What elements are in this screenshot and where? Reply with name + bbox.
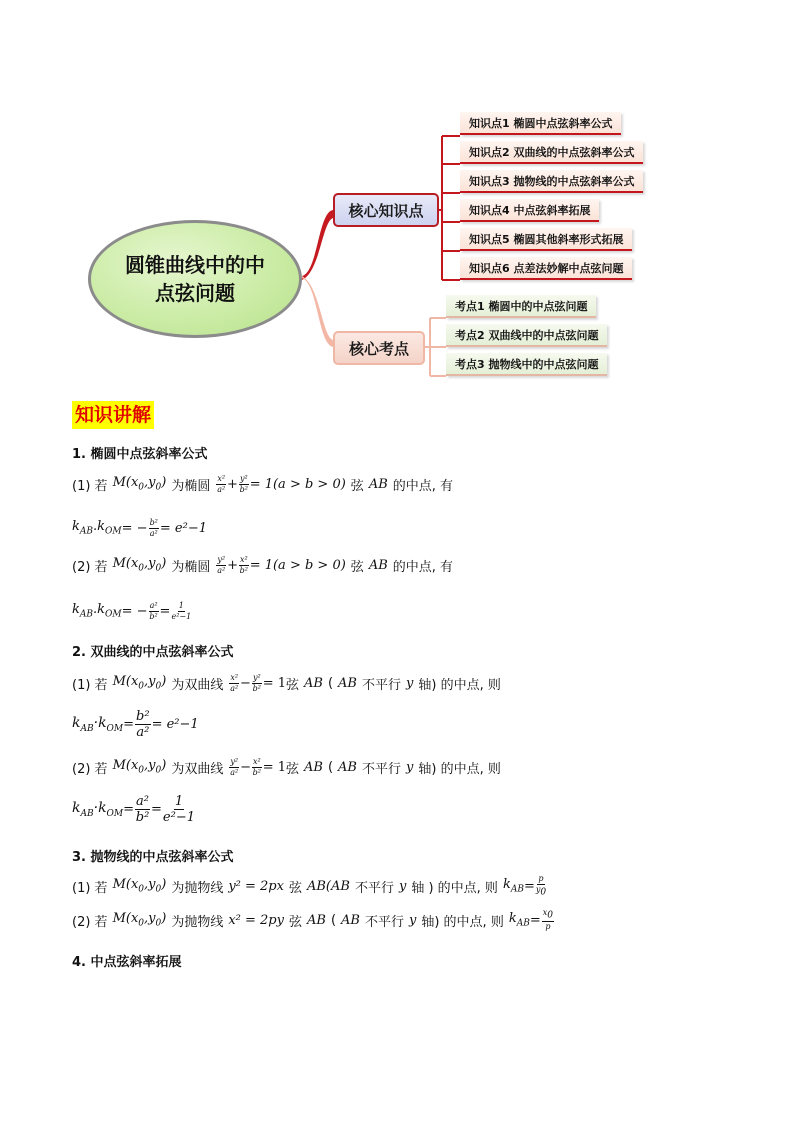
connector-knowledge-leaves	[439, 136, 460, 280]
connector-root-exam	[302, 276, 333, 347]
knowledge-item-1: 知识点1 椭圆中点弦斜率公式	[460, 112, 621, 135]
section-4-title: 4. 中点弦斜率拓展	[72, 955, 182, 970]
s2-item-1: (1) 若 $M(x_0,y_0)$ 为双曲线 $\frac{\text{x²}}{\text{a²}}$ − $\frac{\text{y²}}{\text{b²}}$ = 1 弦 AB ( AB 不平行 y 轴) 的中点, 则	[72, 672, 501, 693]
exam-item-2: 考点2 双曲线中的中点弦问题	[446, 324, 607, 347]
connector-exam-leaves	[425, 318, 446, 376]
section-3-title: 3. 抛物线的中点弦斜率公式	[72, 850, 234, 865]
fraction-b2-a2: $\frac{\text{b²}}{\text{a²}}$	[149, 517, 158, 538]
knowledge-item-3: 知识点3 抛物线的中点弦斜率公式	[460, 170, 643, 193]
section-1-title: 1. 椭圆中点弦斜率公式	[72, 447, 208, 462]
section-heading-knowledge: 知识讲解	[72, 401, 154, 429]
ellipse-condition: = 1(a > b > 0)	[249, 476, 346, 492]
point-M: $M(x_0,y_0)$	[112, 475, 167, 493]
branch-core-exam: 核心考点	[333, 331, 425, 365]
branch-core-knowledge: 核心知识点	[333, 193, 439, 227]
s3-item-1: (1) 若 $M(x_0,y_0)$ 为抛物线 y² = 2px 弦 AB(AB 不平行 y 轴 ) 的中点, 则 $k_{AB}$ = $\frac{p}{y_0}$	[72, 873, 547, 898]
exam-item-3: 考点3 抛物线中的中点弦问题	[446, 353, 607, 376]
connector-root-knowledge	[302, 210, 333, 280]
fraction-x2-a2: $\frac{\text{x²}}{\text{a²}}$	[217, 473, 226, 494]
knowledge-item-5: 知识点5 椭圆其他斜率形式拓展	[460, 228, 632, 251]
exam-item-1: 考点1 椭圆中的中点弦问题	[446, 295, 596, 318]
s1-item-1: (1) 若 $M(x_0,y_0)$ 为椭圆 $\frac{\text{x²}}{\text{a²}}$ + $\frac{\text{y²}}{\text{b²}}$ = 1(a > b > 0) 弦 AB 的中点, 有	[72, 473, 454, 494]
mindmap-root-text: 圆锥曲线中的中点弦问题	[125, 253, 265, 305]
s2-formula-1: $k_{AB}\cdot k_{OM}$ = $\frac{\text{b²}}{\text{a²}}$ = e²−1	[72, 708, 199, 740]
s2-item-2: (2) 若 $M(x_0,y_0)$ 为双曲线 $\frac{\text{y²}}{\text{a²}}$ − $\frac{\text{x²}}{\text{b²}}$ = 1 弦 AB ( AB 不平行 y 轴) 的中点, 则	[72, 756, 501, 777]
s1-item-2: (2) 若 $M(x_0,y_0)$ 为椭圆 $\frac{\text{y²}}{\text{a²}}$ + $\frac{\text{x²}}{\text{b²}}$ = 1(a > b > 0) 弦 AB 的中点, 有	[72, 554, 454, 575]
s1-p1-mid: 为椭圆	[171, 478, 211, 494]
fraction-y2-b2: $\frac{\text{y²}}{\text{b²}}$	[239, 473, 248, 494]
knowledge-item-2: 知识点2 双曲线的中点弦斜率公式	[460, 141, 643, 164]
knowledge-item-6: 知识点6 点差法妙解中点弦问题	[460, 257, 632, 280]
s1-p1-prefix: (1) 若	[72, 478, 108, 494]
section-2-title: 2. 双曲线的中点弦斜率公式	[72, 645, 234, 660]
mindmap-root-node	[88, 220, 302, 338]
s2-formula-2: $k_{AB}\cdot k_{OM}$ = $\frac{\text{a²}}{\text{b²}}$ = $\frac{1}{\text{e²−1}}$	[72, 793, 195, 825]
s1-formula-1: $k_{AB}.k_{OM}$ = − $\frac{\text{b²}}{\text{a²}}$ = e²−1	[72, 517, 207, 538]
knowledge-item-4: 知识点4 中点弦斜率拓展	[460, 199, 599, 222]
s3-item-2: (2) 若 $M(x_0,y_0)$ 为抛物线 x² = 2py 弦 AB ( AB 不平行 y 轴) 的中点, 则 $k_{AB}$ = $\frac{x_0}{p}$	[72, 907, 553, 932]
s1-formula-2: $k_{AB}.k_{OM}$ = − $\frac{\text{a²}}{\text{b²}}$ = $\frac{1}{\text{e²−1}}$	[72, 600, 192, 621]
